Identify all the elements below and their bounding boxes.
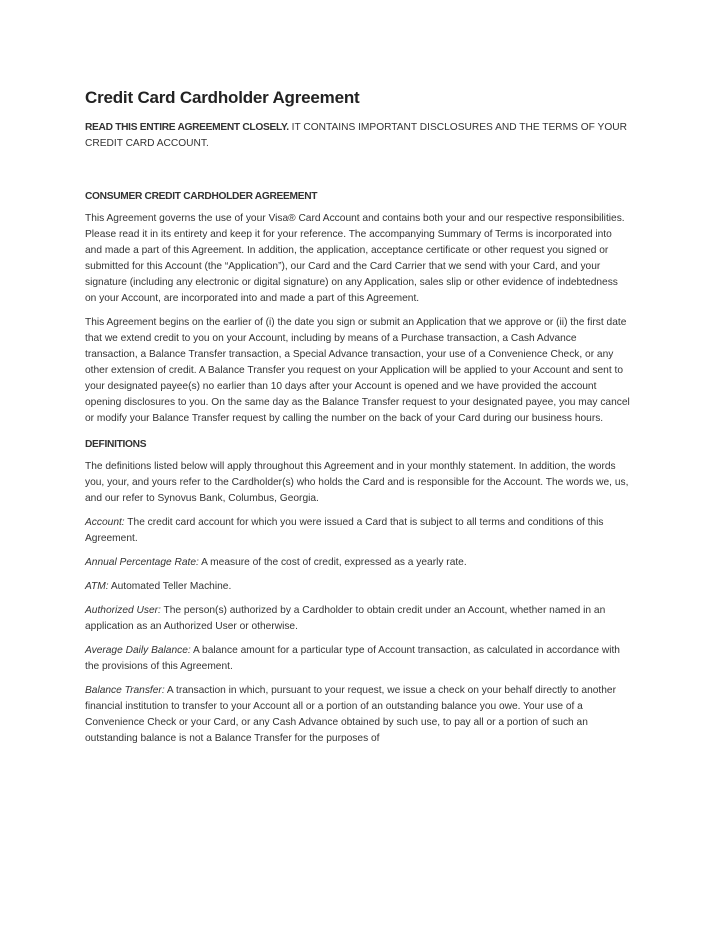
definition-term: Annual Percentage Rate: bbox=[85, 557, 199, 568]
definitions-heading: DEFINITIONS bbox=[85, 439, 147, 450]
definition-item bbox=[85, 515, 631, 547]
intro-notice-bold: READ THIS ENTIRE AGREEMENT CLOSELY. bbox=[85, 122, 289, 133]
definition-text: A balance amount for a particular type of Account transaction, as calculated in accordance with the provisions of this Agreement. bbox=[85, 645, 620, 672]
definition-term: Balance Transfer: bbox=[85, 685, 165, 696]
definition-term: Average Daily Balance: bbox=[85, 645, 191, 656]
intro-notice bbox=[85, 120, 631, 152]
document-page bbox=[85, 88, 631, 755]
definition-item bbox=[85, 555, 631, 571]
definition-text: Automated Teller Machine. bbox=[108, 581, 232, 592]
definition-text: The credit card account for which you were issued a Card that is subject to all terms and conditions of this Agreement. bbox=[85, 517, 604, 544]
definition-term: Account: bbox=[85, 517, 125, 528]
agreement-paragraph-2: This Agreement begins on the earlier of (i) the date you sign or submit an Application that we approve or (ii) the first date that we extend credit to you on your Account, including by means of a Purchase transaction, a Cash Advance transaction, a Balance Transfer transaction, a Special Advance transaction, your use of a Convenience Check, or any other extension of credit. A Balance Transfer you request on your Application will be applied to your Account and sent to your designated payee(s) no earlier than 10 days after your Account is opened and we have provided the account opening disclosures to you. On the same day as the Balance Transfer request to your designated payee, you may cancel or modify your Balance Transfer request by calling the number on the back of your Card during our business hours. bbox=[85, 317, 630, 424]
agreement-paragraph-1: This Agreement governs the use of your Visa® Card Account and contains both your and our respective responsibilities. Please read it in its entirety and keep it for your reference. The accompanying Summary of Terms is incorporated into and made a part of this Agreement. In addition, the application, acceptance certificate or other request you signed or submitted for this Account (the “Application”), our Card and the Card Carrier that we send with your Card, and your signature (including any electronic or digital signature) on any Application, sales slip or other evidence of indebtedness on your Account, are incorporated into and made a part of this Agreement. bbox=[85, 213, 625, 304]
definition-text: The person(s) authorized by a Cardholder to obtain credit under an Account, whether named in an application as an Authorized User or otherwise. bbox=[85, 605, 606, 632]
intro-notice-rest: IT CONTAINS IMPORTANT DISCLOSURES AND THE TERMS OF YOUR CREDIT CARD ACCOUNT. bbox=[85, 122, 627, 149]
definition-text: A transaction in which, pursuant to your request, we issue a check on your behalf directly to another financial institution to transfer to your Account all or a portion of an outstanding balance you owe. Your use of a Convenience Check or your Card, or any Cash Advance obtained by such use, to pay all or a portion of such an outstanding balance is not a Balance Transfer for the purposes of bbox=[85, 685, 616, 744]
definition-item bbox=[85, 603, 631, 635]
definition-item bbox=[85, 579, 631, 595]
section-heading: CONSUMER CREDIT CARDHOLDER AGREEMENT bbox=[85, 191, 318, 202]
definition-item bbox=[85, 643, 631, 675]
definition-text: A measure of the cost of credit, expressed as a yearly rate. bbox=[198, 557, 467, 568]
document-title: Credit Card Cardholder Agreement bbox=[85, 88, 360, 107]
definitions-intro: The definitions listed below will apply throughout this Agreement and in your monthly statement. In addition, the words you, your, and yours refer to the Cardholder(s) who holds the Card and is responsible for the Account. The words we, us, and our refer to Synovus Bank, Columbus, Georgia. bbox=[85, 461, 629, 504]
definition-term: ATM: bbox=[85, 581, 109, 592]
definition-term: Authorized User: bbox=[85, 605, 161, 616]
definition-item bbox=[85, 683, 631, 747]
